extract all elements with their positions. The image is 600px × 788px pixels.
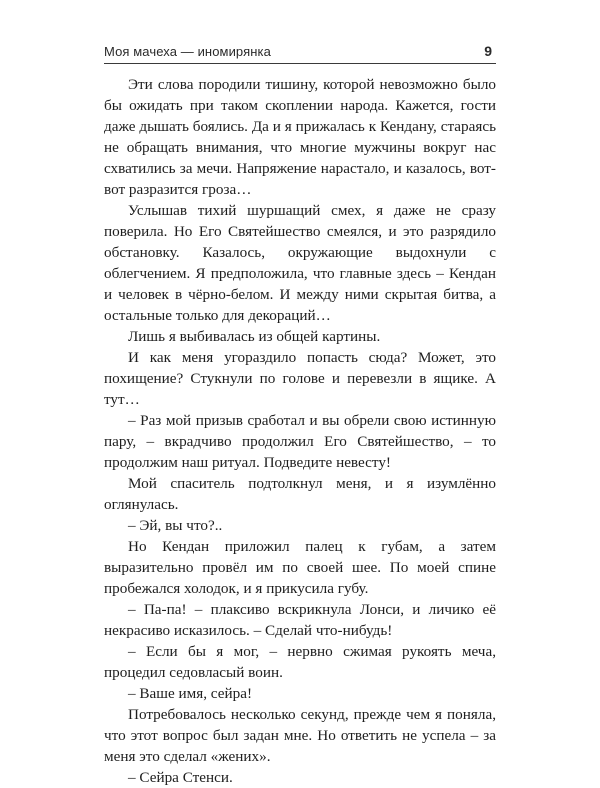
paragraph: Но Кендан приложил палец к губам, а затем выразительно провёл им по своей шее. По моей спине пробежался холодок, и я прикусила губу. <box>104 538 496 597</box>
paragraph: – Па-па! – плаксиво вскрикнула Лонси, и личико её некрасиво исказилось. – Сделай что-нибудь! <box>104 601 496 639</box>
paragraph: Потребовалось несколько секунд, прежде чем я поняла, что этот вопрос был задан мне. Но ответить не успела – за меня это сделал «жених». <box>104 706 496 765</box>
page-number: 9 <box>484 43 492 59</box>
running-title: Моя мачеха — иномирянка <box>104 44 271 59</box>
paragraph: Эти слова породили тишину, которой невозможно было бы ожидать при таком скоплении народа. Кажется, гости даже дышать боялись. Да и я прижалась к Кендану, стараясь не обращать внимания, что многие мужчины вокруг нас схватились за мечи. Напряжение нарастало, и казалось, вот-вот разразится гроза… <box>104 76 496 198</box>
running-header <box>104 44 496 64</box>
header-rule <box>104 63 496 64</box>
paragraph: – Если бы я мог, – нервно сжимая рукоять меча, процедил седовласый воин. <box>104 643 496 681</box>
paragraph: – Ваше имя, сейра! <box>128 685 252 702</box>
body-text <box>104 74 496 788</box>
paragraph: Услышав тихий шуршащий смех, я даже не сразу поверила. Но Его Святейшество смеялся, и это разрядило обстановку. Казалось, окружающие выдохнули с облегчением. Я предположила, что главные здесь – Кендан и человек в чёрно-белом. И между ними скрытая битва, а остальные только для декораций… <box>104 202 496 324</box>
paragraph: – Эй, вы что?.. <box>128 517 223 534</box>
paragraph: – Сейра Стенси. <box>128 769 233 786</box>
paragraph: Лишь я выбивалась из общей картины. <box>128 328 381 345</box>
paragraph: Мой спаситель подтолкнул меня, и я изумлённо оглянулась. <box>104 475 496 513</box>
paragraph: И как меня угораздило попасть сюда? Может, это похищение? Стукнули по голове и перевезли в ящике. А тут… <box>104 349 496 408</box>
paragraph: – Раз мой призыв сработал и вы обрели свою истинную пару, – вкрадчиво продолжил Его Святейшество, – то продолжим наш ритуал. Подведите невесту! <box>104 412 496 471</box>
